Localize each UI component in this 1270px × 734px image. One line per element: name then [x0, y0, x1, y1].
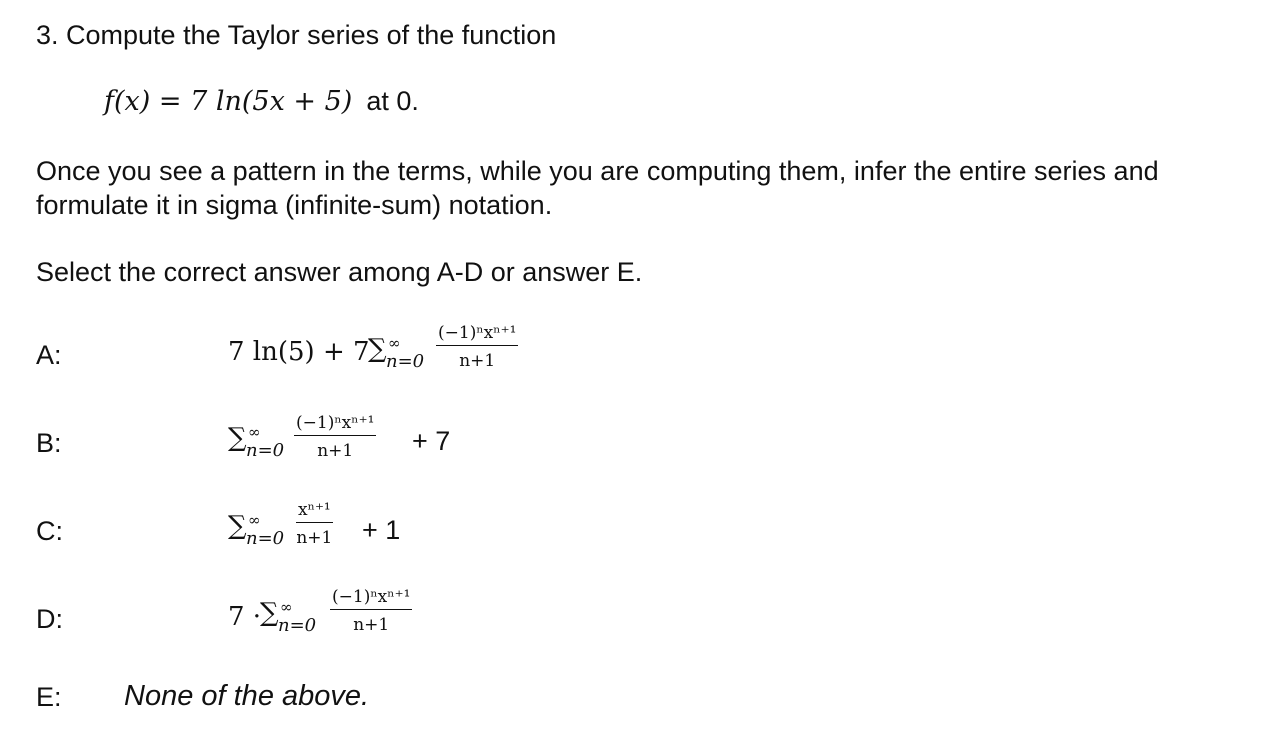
option-c-label[interactable]: C: — [36, 516, 63, 546]
option-d-sum — [260, 598, 330, 642]
sum-upper-limit: ∞ — [388, 334, 401, 352]
option-a-label[interactable]: A: — [36, 340, 62, 370]
option-d-prefix: 7 · — [228, 602, 262, 632]
fraction-numerator: (−1)ⁿxⁿ⁺¹ — [436, 324, 518, 346]
sum-upper-limit: ∞ — [248, 511, 261, 529]
option-c-suffix: + 1 — [362, 515, 401, 545]
option-e-text[interactable]: None of the above. — [124, 680, 370, 712]
sum-lower-limit: n=0 — [246, 528, 285, 549]
option-a-prefix: 7 ln(5) + 7 — [228, 337, 370, 367]
sum-upper-limit: ∞ — [248, 423, 261, 441]
sigma-symbol: ∑ — [260, 598, 279, 628]
sum-lower-limit: n=0 — [246, 440, 285, 461]
option-e-label[interactable]: E: — [36, 682, 62, 712]
option-c-sum — [228, 511, 298, 555]
fraction-numerator: xⁿ⁺¹ — [296, 501, 333, 523]
function-definition — [104, 86, 419, 117]
fraction-numerator: (−1)ⁿxⁿ⁺¹ — [294, 414, 376, 436]
instructions-line-1: Once you see a pattern in the terms, while you are computing them, infer the entire series and — [36, 156, 1159, 186]
sum-lower-limit: n=0 — [278, 615, 317, 636]
option-b-fraction — [294, 414, 376, 460]
fraction-denominator: n+1 — [296, 528, 333, 548]
option-d-label[interactable]: D: — [36, 604, 63, 634]
option-a-fraction — [436, 324, 518, 370]
fraction-denominator: n+1 — [459, 351, 496, 371]
sum-upper-limit: ∞ — [280, 598, 293, 616]
question-title: 3. Compute the Taylor series of the function — [36, 20, 557, 50]
fraction-denominator: n+1 — [317, 441, 354, 461]
select-prompt: Select the correct answer among A-D or answer E. — [36, 257, 643, 287]
fraction-denominator: n+1 — [353, 615, 390, 635]
option-a-sum — [368, 334, 438, 378]
sigma-symbol: ∑ — [228, 423, 247, 453]
option-b-sum — [228, 423, 298, 467]
function-expression: f(x) = 7 ln(5x + 5) — [104, 86, 353, 117]
sum-lower-limit: n=0 — [386, 351, 425, 372]
fraction-numerator: (−1)ⁿxⁿ⁺¹ — [330, 588, 412, 610]
instructions-line-2: formulate it in sigma (infinite-sum) notation. — [36, 190, 553, 220]
option-d-fraction — [330, 588, 412, 634]
sigma-symbol: ∑ — [368, 334, 387, 364]
sigma-symbol: ∑ — [228, 511, 247, 541]
option-c-fraction — [296, 501, 333, 547]
option-b-label[interactable]: B: — [36, 428, 62, 458]
option-b-suffix: + 7 — [412, 426, 451, 456]
function-suffix: at 0. — [366, 86, 419, 116]
